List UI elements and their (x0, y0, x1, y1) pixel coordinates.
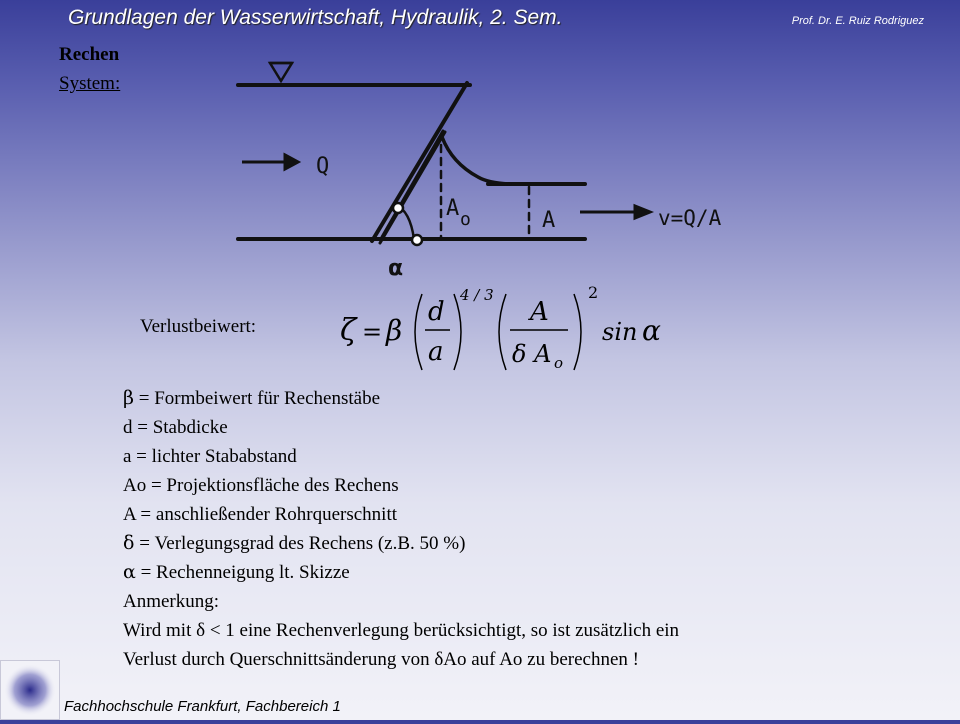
remark-line: Verlust durch Querschnittsänderung von δAo auf Ao zu berechnen ! (123, 649, 639, 670)
remark-line: Wird mit δ < 1 eine Rechenverlegung berücksichtigt, so ist zusätzlich ein (123, 620, 680, 641)
definition-line: δ = Verlegungsgrad des Rechens (z.B. 50 %) (123, 532, 466, 554)
header-title: Grundlagen der Wasserwirtschaft, Hydraulik, 2. Sem. (68, 6, 563, 29)
formula-alpha: α (642, 314, 661, 347)
formula-exponent-2: 2 (588, 283, 599, 302)
formula-a: a (428, 337, 444, 367)
formula-sin: sin (602, 318, 638, 346)
flow-label: Q (316, 154, 330, 179)
pivot-point-upper (393, 203, 403, 213)
formula-d: d (428, 297, 445, 327)
definitions-list (123, 384, 679, 674)
formula-o-sub: o (554, 354, 564, 372)
institution-logo-icon (0, 660, 60, 720)
definition-line: β = Formbeiwert für Rechenstäbe (123, 387, 381, 409)
pivot-point-lower (412, 235, 422, 245)
formula-equals: = (362, 318, 383, 346)
formula-delta-ao: δ A (512, 340, 552, 368)
formula-beta: β (386, 314, 403, 347)
formula-A: A (530, 297, 549, 327)
water-level-icon (270, 63, 292, 81)
area-open-label: A (446, 196, 460, 221)
formula-zeta: ζ (340, 313, 357, 348)
remark-heading: Anmerkung: (123, 591, 220, 612)
velocity-label: v=Q/A (658, 206, 722, 230)
definition-line: α = Rechenneigung lt. Skizze (123, 561, 350, 583)
loss-coefficient-formula (340, 282, 670, 377)
formula-label: Verlustbeiwert: (140, 316, 257, 337)
definition-line: d = Stabdicke (123, 417, 228, 438)
footer-text: Fachhochschule Frankfurt, Fachbereich 1 (64, 698, 341, 715)
section-subtitle: System: (59, 73, 121, 94)
formula-exponent-1: 4 / 3 (460, 286, 494, 304)
definition-line: a = lichter Stababstand (123, 446, 297, 467)
area-open-sub: o (460, 209, 471, 230)
water-surface-curve (442, 137, 510, 184)
rake-system-sketch (230, 55, 750, 280)
header-author: Prof. Dr. E. Ruiz Rodriguez (791, 15, 924, 27)
section-title: Rechen (59, 44, 120, 65)
area-label: A (542, 208, 556, 233)
definition-line: Ao = Projektionsfläche des Rechens (123, 475, 399, 496)
angle-label: α (388, 256, 404, 280)
definition-line: A = anschließender Rohrquerschnitt (123, 504, 398, 525)
